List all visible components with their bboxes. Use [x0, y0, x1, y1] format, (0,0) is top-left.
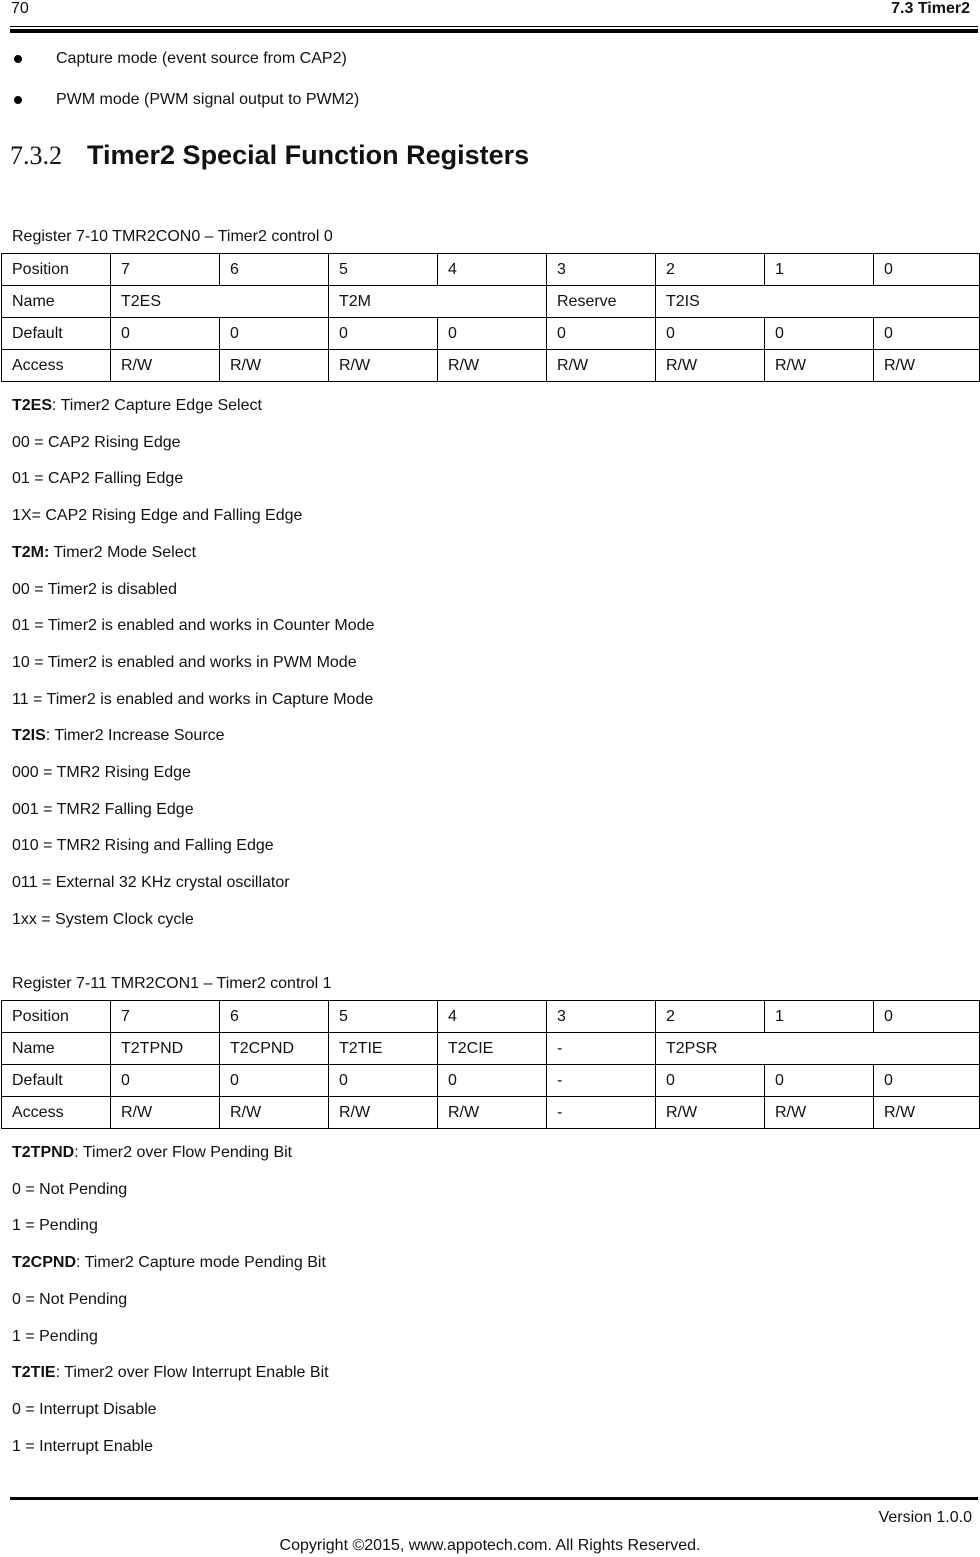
field-value-line	[12, 874, 290, 892]
field-text: 1 = Pending	[12, 1217, 98, 1235]
field-value-line	[12, 1328, 98, 1346]
field-text: 0 = Not Pending	[12, 1290, 128, 1308]
page-number: 70	[11, 0, 29, 17]
value-cell: 0	[111, 1065, 220, 1097]
field-text: Timer2 Capture mode Pending Bit	[84, 1254, 326, 1272]
row-label: Default	[2, 1065, 111, 1097]
field-text: 000 = TMR2 Rising Edge	[12, 764, 191, 781]
field-description-heading	[12, 397, 262, 415]
value-cell: 0	[329, 318, 438, 350]
field-description-heading	[12, 1254, 326, 1272]
value-cell: R/W	[220, 1097, 329, 1129]
field-name-cell: T2TPND	[111, 1033, 220, 1065]
access-row	[2, 350, 980, 382]
field-separator: :	[45, 727, 55, 745]
field-name-cell: T2TIE	[329, 1033, 438, 1065]
field-name-cell: T2ES	[111, 286, 329, 318]
value-cell: R/W	[765, 350, 874, 382]
field-text: 010 = TMR2 Rising and Falling Edge	[12, 837, 274, 855]
bullet-item	[14, 91, 359, 109]
field-value-line	[12, 691, 373, 709]
bit-cell: 3	[547, 1001, 656, 1033]
field-name-cell: T2PSR	[656, 1033, 980, 1065]
section-number: 7.3.2	[10, 141, 62, 170]
field-description-heading	[12, 727, 225, 745]
field-term: T2M:	[12, 543, 50, 561]
field-term: T2TIE	[12, 1364, 56, 1382]
bullet-text: Capture mode (event source from CAP2)	[56, 50, 347, 67]
value-cell: R/W	[438, 350, 547, 382]
name-row	[2, 286, 980, 318]
field-description-heading	[12, 544, 196, 562]
field-value-line	[12, 581, 177, 599]
value-cell: R/W	[656, 350, 765, 382]
version-label: Version 1.0.0	[878, 1509, 972, 1526]
bit-cell: 0	[874, 254, 980, 286]
value-cell: 0	[220, 1065, 329, 1097]
field-term: T2IS	[12, 727, 46, 745]
field-name-cell: T2CPND	[220, 1033, 329, 1065]
value-cell: R/W	[874, 1097, 980, 1129]
register-table	[1, 253, 980, 382]
value-cell: 0	[765, 1065, 874, 1097]
field-text: Timer2 Capture Edge Select	[60, 397, 262, 414]
field-value-line	[12, 911, 194, 929]
field-separator: :	[55, 1364, 65, 1382]
field-value-line	[12, 470, 183, 488]
value-cell: 0	[765, 318, 874, 350]
field-separator: :	[52, 397, 61, 414]
field-text: 01 = CAP2 Falling Edge	[12, 470, 184, 488]
row-label: Position	[2, 1001, 111, 1033]
value-cell: 0	[874, 1065, 980, 1097]
bit-cell: 7	[111, 254, 220, 286]
value-cell: 0	[874, 318, 980, 350]
bit-cell: 4	[438, 254, 547, 286]
section-heading	[10, 140, 529, 171]
running-header: 7.3 Timer2	[891, 0, 970, 17]
bit-cell: 6	[220, 254, 329, 286]
register-table	[1, 1000, 980, 1129]
field-text: Timer2 Increase Source	[54, 727, 225, 745]
field-term: T2TPND	[12, 1144, 75, 1161]
field-value-line	[12, 654, 357, 672]
value-cell: 0	[656, 318, 765, 350]
value-cell: R/W	[329, 1097, 438, 1129]
field-text: 01 = Timer2 is enabled and works in Counter Mode	[12, 617, 375, 635]
field-value-line	[12, 617, 374, 635]
default-row	[2, 1065, 980, 1097]
value-cell: 0	[111, 318, 220, 350]
field-value-line	[12, 1217, 98, 1235]
field-text: Timer2 over Flow Pending Bit	[82, 1144, 293, 1161]
section-title: Timer2 Special Function Registers	[87, 140, 530, 170]
default-row	[2, 318, 980, 350]
position-row	[2, 1001, 980, 1033]
row-label: Name	[2, 1033, 111, 1065]
value-cell: 0	[547, 318, 656, 350]
value-cell: R/W	[220, 350, 329, 382]
bit-cell: 5	[329, 254, 438, 286]
row-label: Position	[2, 254, 111, 286]
value-cell: 0	[656, 1065, 765, 1097]
field-description-heading	[12, 1144, 292, 1162]
value-cell: R/W	[656, 1097, 765, 1129]
bit-cell: 1	[765, 254, 874, 286]
value-cell: R/W	[874, 350, 980, 382]
register-caption: Register 7-10 TMR2CON0 – Timer2 control 0	[12, 228, 333, 245]
field-text: 001 = TMR2 Falling Edge	[12, 800, 194, 818]
bit-cell: 0	[874, 1001, 980, 1033]
bullet-text: PWM mode (PWM signal output to PWM2)	[56, 91, 360, 108]
field-name-cell: T2CIE	[438, 1033, 547, 1065]
value-cell: R/W	[111, 1097, 220, 1129]
row-label: Default	[2, 318, 111, 350]
row-label: Name	[2, 286, 111, 318]
header-rule-thin	[10, 26, 978, 27]
position-row	[2, 254, 980, 286]
field-value-line	[12, 1401, 157, 1419]
value-cell: 0	[438, 1065, 547, 1097]
field-separator: :	[76, 1254, 85, 1272]
header-rule-thick	[10, 29, 978, 33]
field-value-line	[12, 837, 274, 855]
row-label: Access	[2, 350, 111, 382]
field-term: T2CPND	[12, 1254, 77, 1272]
bullet-item	[14, 50, 347, 68]
field-name-cell: Reserve	[547, 286, 656, 318]
name-row	[2, 1033, 980, 1065]
field-text: 1X= CAP2 Rising Edge and Falling Edge	[12, 507, 303, 525]
value-cell: 0	[220, 318, 329, 350]
field-text: 10 = Timer2 is enabled and works in PWM Mode	[12, 653, 357, 671]
field-value-line	[12, 1438, 153, 1456]
field-text: 1 = Interrupt Enable	[12, 1437, 153, 1455]
access-row	[2, 1097, 980, 1129]
value-cell: R/W	[547, 350, 656, 382]
bit-cell: 4	[438, 1001, 547, 1033]
value-cell: R/W	[329, 350, 438, 382]
bit-cell: 2	[656, 1001, 765, 1033]
field-text: 00 = CAP2 Rising Edge	[12, 433, 181, 451]
field-text: 011 = External 32 KHz crystal oscillator	[12, 874, 290, 892]
field-text: Timer2 Mode Select	[53, 543, 197, 561]
bit-cell: 6	[220, 1001, 329, 1033]
field-value-line	[12, 507, 302, 525]
field-text: 1xx = System Clock cycle	[12, 910, 194, 928]
field-separator: :	[74, 1144, 83, 1161]
field-name-cell: -	[547, 1033, 656, 1065]
field-text: 1 = Pending	[12, 1327, 98, 1345]
field-text: 11 = Timer2 is enabled and works in Capture Mode	[12, 690, 374, 708]
field-text: Timer2 over Flow Interrupt Enable Bit	[64, 1364, 329, 1382]
field-name-cell: T2IS	[656, 286, 980, 318]
footer-rule	[10, 1497, 978, 1500]
value-cell: 0	[329, 1065, 438, 1097]
field-value-line	[12, 801, 194, 819]
value-cell: R/W	[765, 1097, 874, 1129]
value-cell: 0	[438, 318, 547, 350]
bit-cell: 7	[111, 1001, 220, 1033]
field-value-line	[12, 434, 181, 452]
field-value-line	[12, 764, 191, 782]
field-text: 0 = Interrupt Disable	[12, 1400, 157, 1418]
field-value-line	[12, 1181, 127, 1199]
bullet-dot-icon	[14, 96, 22, 104]
bit-cell: 5	[329, 1001, 438, 1033]
field-text: 00 = Timer2 is disabled	[12, 580, 177, 598]
bit-cell: 3	[547, 254, 656, 286]
field-text: 0 = Not Pending	[12, 1180, 128, 1198]
row-label: Access	[2, 1097, 111, 1129]
copyright-notice: Copyright ©2015, www.appotech.com. All Rights Reserved.	[279, 1537, 701, 1554]
bit-cell: 2	[656, 254, 765, 286]
field-name-cell: T2M	[329, 286, 547, 318]
value-cell: -	[547, 1097, 656, 1129]
register-caption: Register 7-11 TMR2CON1 – Timer2 control 1	[12, 975, 332, 992]
field-description-heading	[12, 1364, 329, 1382]
value-cell: -	[547, 1065, 656, 1097]
bit-cell: 1	[765, 1001, 874, 1033]
value-cell: R/W	[438, 1097, 547, 1129]
value-cell: R/W	[111, 350, 220, 382]
field-term: T2ES	[12, 397, 53, 414]
bullet-dot-icon	[14, 55, 22, 63]
field-value-line	[12, 1291, 127, 1309]
